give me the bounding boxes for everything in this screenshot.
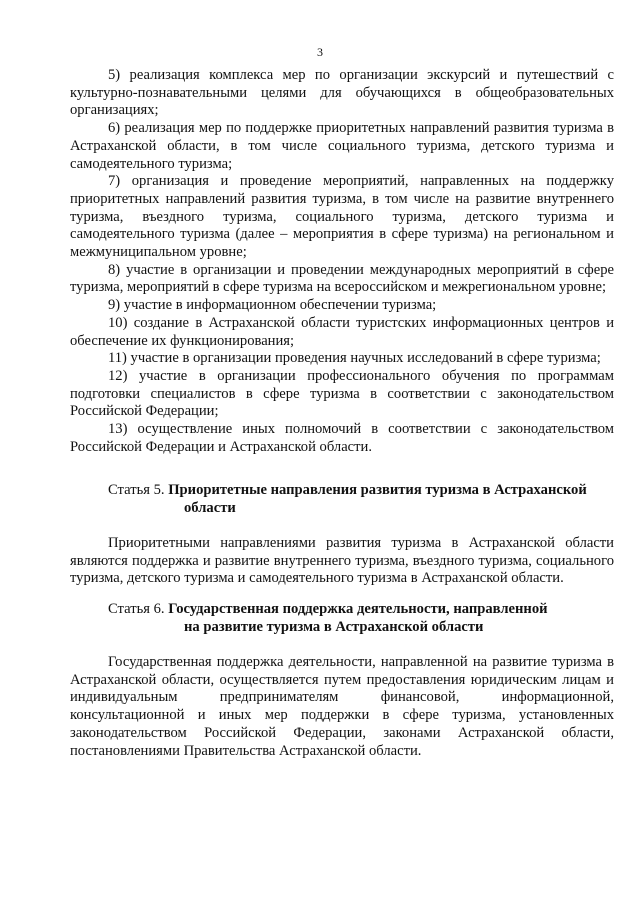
article-6-label: Статья 6. (108, 601, 169, 617)
article-5-title-continued: области (184, 499, 236, 516)
list-item: 9) участие в информационном обеспечении туризма; (108, 297, 437, 314)
page-number: 3 (317, 45, 323, 59)
article-6-heading (70, 601, 614, 636)
list-item: 6) реализация мер по поддержке приоритетных направлений развития туризма в Астраханской области, в том числе социального туризма, детского туризма и самодеятельного туризма; (70, 120, 614, 172)
article-6-title: Государственная поддержка деятельности, направленной (168, 601, 548, 617)
article-5-body (70, 535, 614, 588)
list-item: 13) осуществление иных полномочий в соответствии с законодательством Российской Федерации и Астраханской области. (70, 421, 614, 455)
article-6-paragraph: Государственная поддержка деятельности, направленной на развитие туризма в Астраханской области, осуществляется путем предоставления юридическим лицам и индивидуальным предпринимателям финансовой, информационной, консультационной и иных мер поддержки в сфере туризма, установленных законодательством Российской Федерации, законами Астраханской области, постановлениями Правительства Астраханской области. (70, 654, 614, 759)
powers-list (70, 67, 614, 456)
article-5-heading (70, 482, 614, 517)
list-item: 5) реализация комплекса мер по организации экскурсий и путешествий с культурно-познавательными целями для обучающихся в общеобразовательных организациях; (70, 67, 614, 119)
article-6-body (70, 654, 614, 760)
list-item: 12) участие в организации профессионального обучения по программам подготовки специалистов в сфере туризма в соответствии с законодательством Российской Федерации; (70, 367, 614, 420)
article-5-label: Статья 5. (108, 482, 169, 498)
list-item: 10) создание в Астраханской области туристских информационных центров и обеспечение их функционирования; (70, 314, 614, 349)
article-5-title: Приоритетные направления развития туризма в Астраханской (168, 482, 587, 498)
list-item: 7) организация и проведение мероприятий, направленных на поддержку приоритетных направлений развития туризма, в том числе на развитие внутреннего туризма, въездного туризма, социального туризма, детского туризма и самодеятельного туризма (далее – мероприятия в сфере туризма) на региональном и межмуниципальном уровне; (70, 173, 614, 261)
article-5-paragraph: Приоритетными направлениями развития туризма в Астраханской области являются поддержка и развитие внутреннего туризма, въездного туризма, социального туризма, детского туризма и самодеятельного туризма в Астраханской области. (70, 535, 614, 587)
list-item: 11) участие в организации проведения научных исследований в сфере туризма; (108, 350, 601, 367)
list-item: 8) участие в организации и проведении международных мероприятий в сфере туризма, мероприятий в сфере туризма на всероссийском и межрегиональном уровне; (70, 261, 614, 296)
article-6-title-continued: на развитие туризма в Астраханской области (184, 618, 484, 635)
